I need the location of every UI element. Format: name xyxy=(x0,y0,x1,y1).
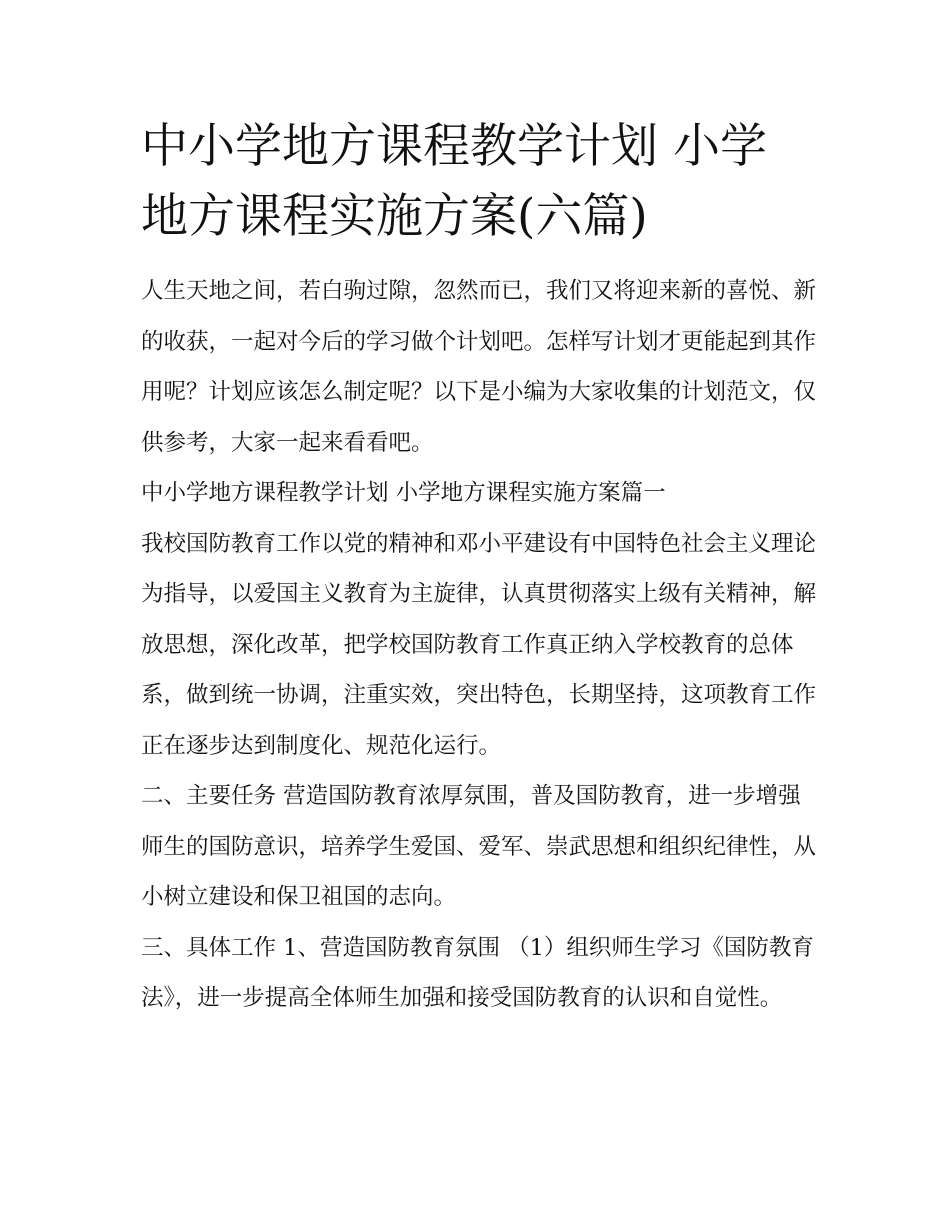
title-line-2: 地方课程实施方案(六篇) xyxy=(141,189,648,244)
work-paragraph: 三、具体工作 1、营造国防教育氛围 （1）组织师生学习《国防教育法》，进一步提高全体师生加强和接受国防教育的认识和自觉性。 xyxy=(141,934,814,1011)
document-title xyxy=(141,112,821,252)
document-body xyxy=(141,266,821,1024)
task-paragraph: 二、主要任务 营造国防教育浓厚氛围，普及国防教育，进一步增强师生的国防意识，培养学生爱国、爱军、崇武思想和组织纪律性，从小树立建设和保卫祖国的志向。 xyxy=(141,783,817,910)
section-heading: 中小学地方课程教学计划 小学地方课程实施方案篇一 xyxy=(141,480,666,506)
body-paragraph: 我校国防教育工作以党的精神和邓小平建设有中国特色社会主义理论为指导，以爱国主义教育为主旋律，认真贯彻落实上级有关精神，解放思想，深化改革，把学校国防教育工作真正纳入学校教育的总体系，做到统一协调，注重实效，突出特色，长期坚持，这项教育工作正在逐步达到制度化、规范化运行。 xyxy=(141,530,817,759)
title-line-1: 中小学地方课程教学计划 小学 xyxy=(141,119,767,174)
document-page xyxy=(141,112,821,1024)
intro-paragraph: 人生天地之间，若白驹过隙，忽然而已，我们又将迎来新的喜悦、新的收获，一起对今后的学习做个计划吧。怎样写计划才更能起到其作用呢？计划应该怎么制定呢？以下是小编为大家收集的计划范文，仅供参考，大家一起来看看吧。 xyxy=(141,278,817,456)
